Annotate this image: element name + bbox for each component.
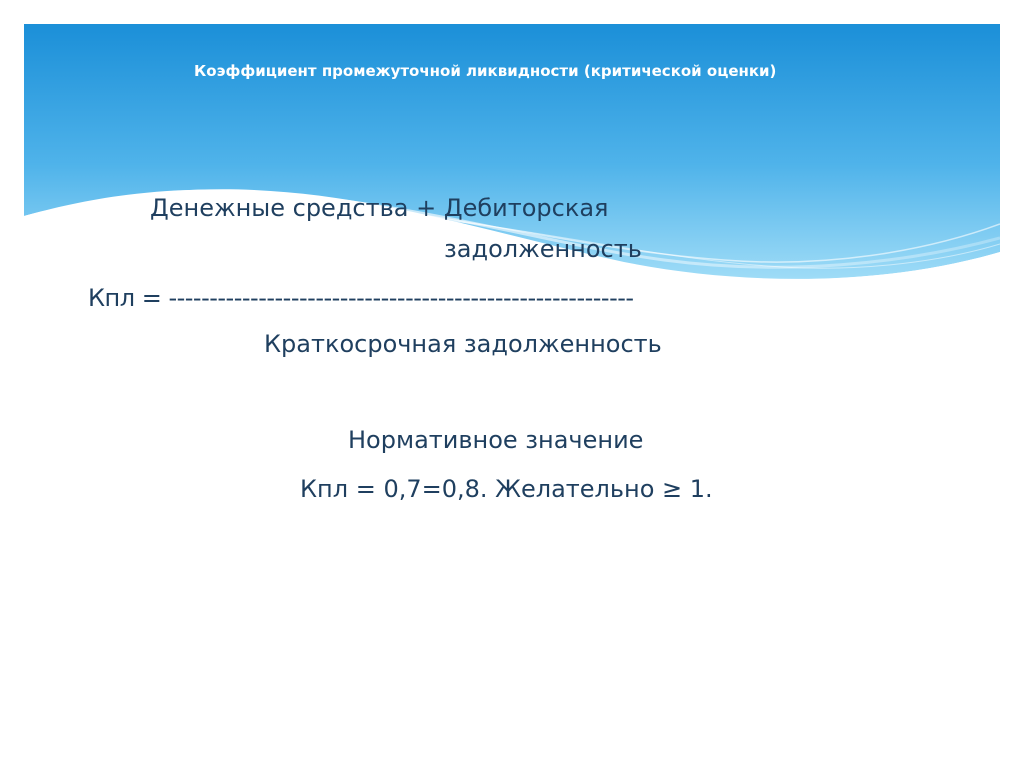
normative-label: Нормативное значение	[348, 426, 644, 454]
slide-title: Коэффициент промежуточной ликвидности (критической оценки)	[194, 62, 777, 80]
normative-value: Кпл = 0,7=0,8. Желательно ≥ 1.	[300, 475, 713, 503]
numerator-line-2: задолженность	[444, 235, 642, 263]
slide	[24, 24, 1000, 744]
numerator-line-1: Денежные средства + Дебиторская	[150, 194, 609, 222]
denominator: Краткосрочная задолженность	[264, 330, 662, 358]
formula-line: Кпл = ---------------------------------------------------------	[88, 284, 634, 312]
